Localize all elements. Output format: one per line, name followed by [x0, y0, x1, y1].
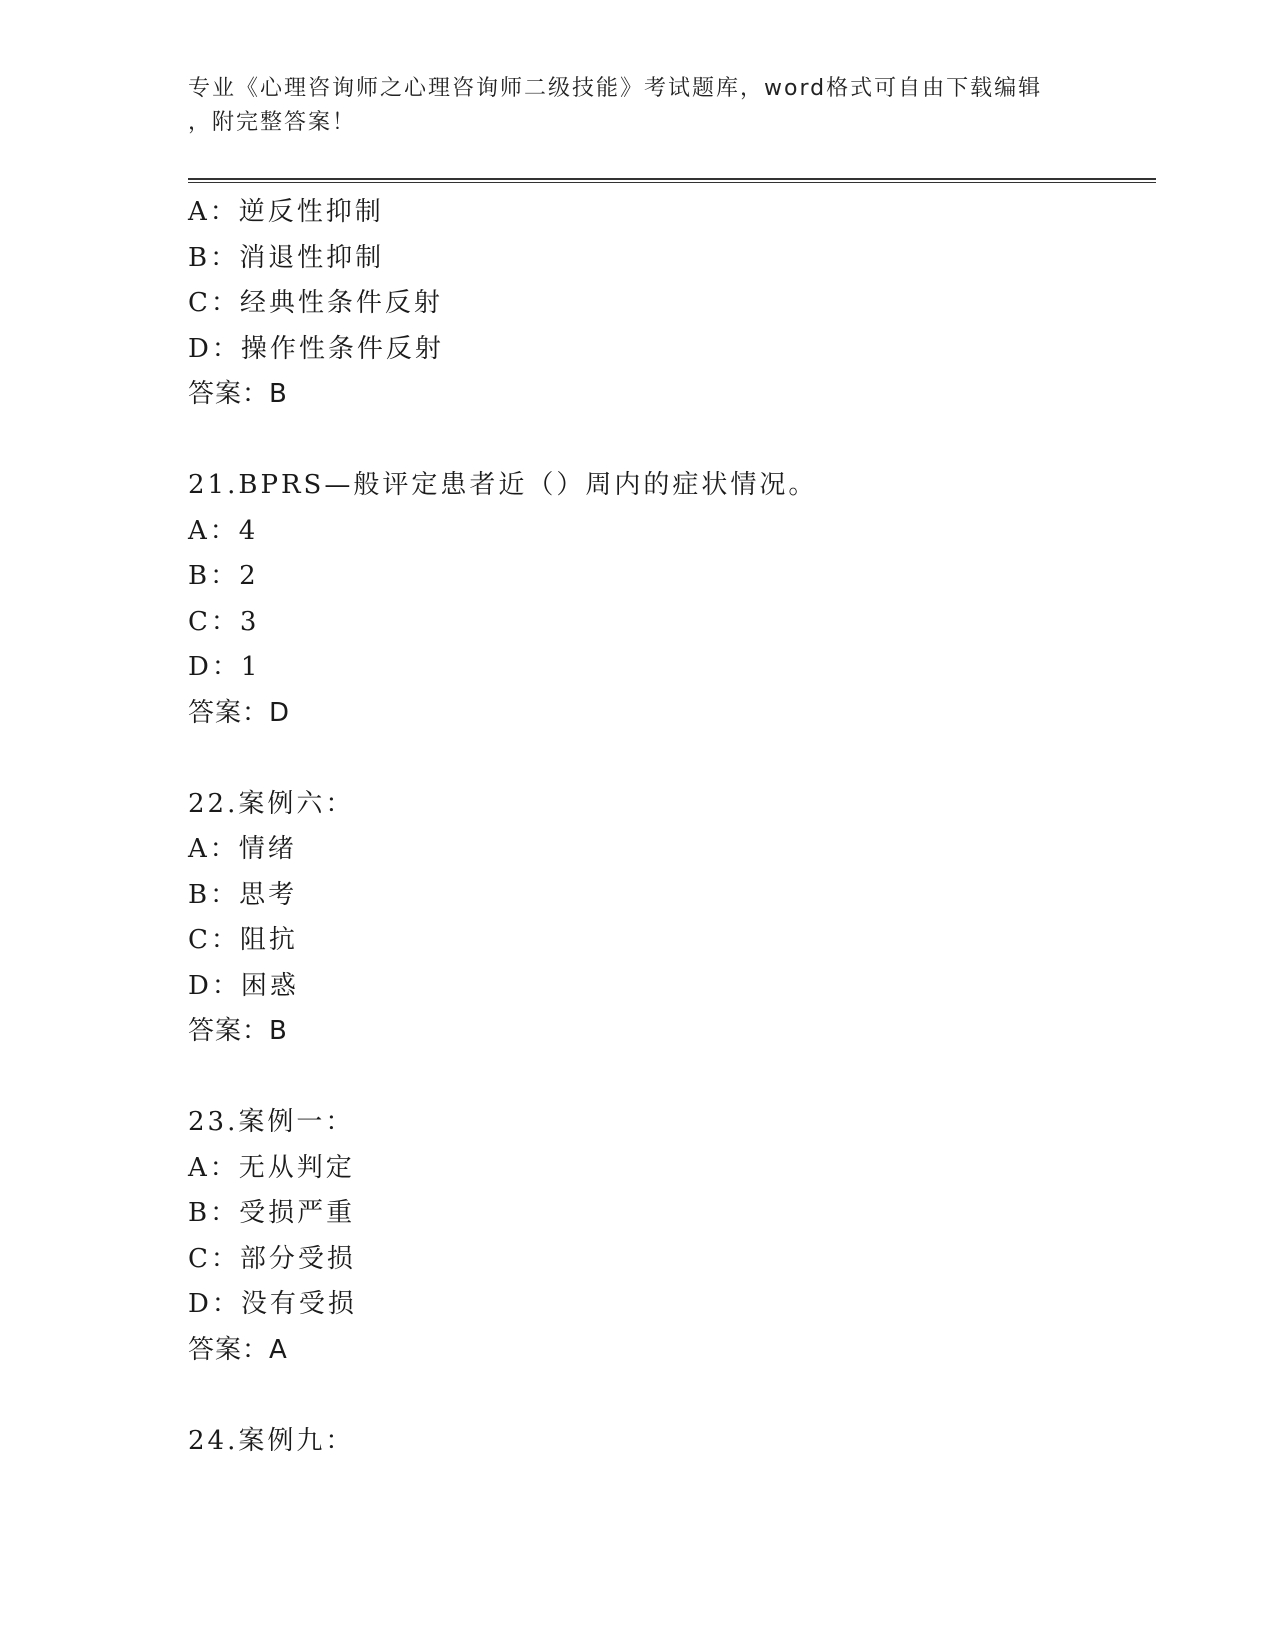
question-block-24 — [188, 1419, 1148, 1465]
option-c: C：经典性条件反射 — [188, 288, 443, 318]
option-c: C：部分受损 — [188, 1243, 356, 1274]
option-b: B：2 — [188, 561, 259, 591]
question-block-23 — [188, 1100, 1148, 1373]
spacer — [188, 418, 1148, 464]
header-divider — [188, 178, 1156, 183]
header-title-line1: 专业《心理咨询师之心理咨询师二级技能》考试题库，word格式可自由下载编辑 — [188, 76, 1043, 101]
option-c: C：阻抗 — [188, 925, 298, 955]
question-stem: 22.案例六： — [188, 788, 355, 819]
option-d: D：没有受损 — [188, 1289, 357, 1319]
option-a: A：4 — [188, 515, 259, 546]
question-stem: 23.案例一： — [188, 1107, 355, 1137]
option-d: D：困惑 — [188, 970, 299, 1001]
question-block-22 — [188, 782, 1148, 1055]
option-d: D：1 — [188, 652, 261, 682]
answer-line: 答案：D — [188, 697, 291, 728]
option-d: D：操作性条件反射 — [188, 333, 444, 364]
question-block-prev — [188, 190, 1148, 418]
question-stem: 24.案例九： — [188, 1425, 355, 1456]
answer-line: 答案：B — [188, 379, 288, 409]
spacer — [188, 736, 1148, 782]
header-title-line2: ，附完整答案！ — [188, 110, 357, 135]
option-b: B：受损严重 — [188, 1198, 356, 1228]
answer-line: 答案：B — [188, 1016, 288, 1046]
option-b: B：消退性抑制 — [188, 242, 385, 273]
option-a: A：无从判定 — [188, 1152, 355, 1183]
question-list — [188, 190, 1148, 1464]
option-b: B：思考 — [188, 879, 298, 910]
option-a: A：逆反性抑制 — [188, 197, 384, 227]
option-a: A：情绪 — [188, 834, 297, 864]
question-stem: 21.BPRS—般评定患者近（）周内的症状情况。 — [188, 470, 818, 500]
spacer — [188, 1373, 1148, 1419]
question-block-21 — [188, 463, 1148, 736]
option-c: C：3 — [188, 606, 260, 637]
document-header — [188, 72, 1088, 140]
spacer — [188, 1055, 1148, 1101]
answer-line: 答案：A — [188, 1334, 288, 1365]
